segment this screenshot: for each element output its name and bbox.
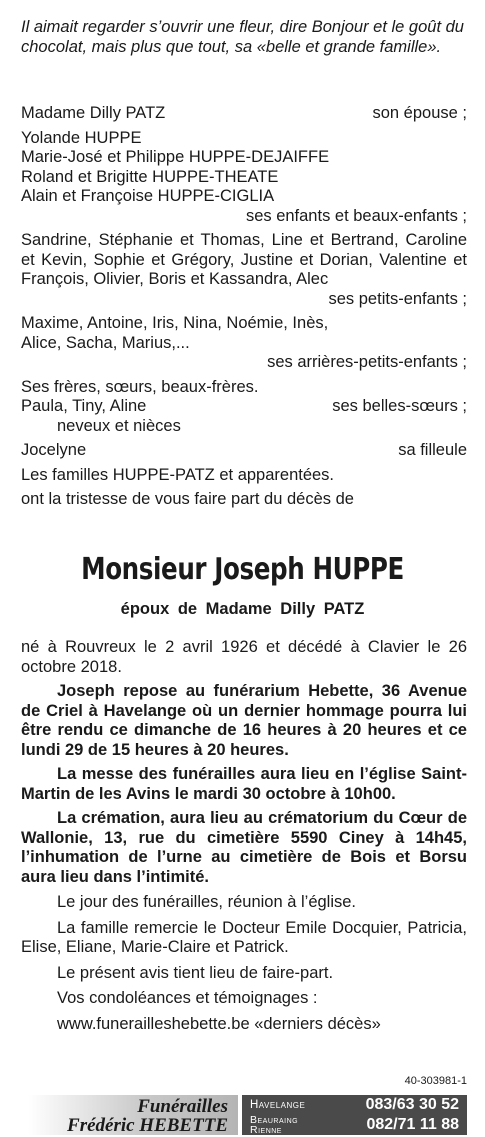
sisters-in-law-role: ses belles-sœurs ; [332,397,467,415]
birth-death-line: né à Rouvreux le 2 avril 1926 et décédé à Clavier le 26 octobre 2018. [21,638,467,676]
brand-line-2: Frédéric HEBETTE [67,1115,228,1136]
details-section [21,638,467,1034]
great-grandchildren-line-1: Maxime, Antoine, Iris, Nina, Noémie, Inès, [21,314,329,332]
children-list [21,129,467,227]
nephews-line: neveux et nièces [57,416,181,435]
visitation-paragraph: Joseph repose au funérarium Hebette, 36 Avenue de Criel à Havelange où un dernier hommage pourra lui être rendu ce dimanche de 16 heures à 20 heures et ce lundi 29 de 15 heures à 20 heures. [21,682,467,759]
reference-number: 40-303981-1 [404,1075,467,1087]
cremation-paragraph: La crémation, aura lieu au crématorium du Cœur de Wallonie, 13, rue du cimetière 5590 Ciney à 14h45, l’inhumation de l’urne au cimetière de Bois et Borsu aura lieu dans l’intimité. [21,809,467,886]
town-havelange: Havelange [250,1099,306,1111]
phone-1[interactable]: 083/63 30 52 [365,1096,459,1113]
town-beauraing-rienne [250,1115,298,1135]
deceased-name: Monsieur Joseph HUPPE [81,552,404,587]
families-line: Les familles HUPPE-PATZ et apparentées. [21,465,335,484]
child-name: Yolande HUPPE [21,128,142,147]
thanks-paragraph: La famille remercie le Docteur Emile Docquier, Patricia, Elise, Eliane, Marie-Claire et Patrick. [21,918,467,956]
contact-panel [242,1095,467,1135]
condolences-line: Vos condoléances et témoignages : [57,989,318,1007]
spouse-role: son épouse ; [372,104,467,122]
spouse-row [21,104,467,124]
website-link[interactable]: www.funerailleshebette.be «derniers décès» [57,1014,381,1033]
child-name: Alain et Françoise HUPPE-CIGLIA [21,187,275,205]
grandchildren-names: Sandrine, Stéphanie et Thomas, Line et Bertrand, Caroline et Kevin, Sophie et Grégory, Justine et Dorian, Valentine et François, Olivier, Boris et Kassandra, Alec [21,231,467,288]
child-name: Roland et Brigitte HUPPE-THEATE [21,167,279,186]
goddaughter-name: Jocelyne [21,441,87,459]
mass-paragraph: La messe des funérailles aura lieu en l’église Saint-Martin de les Avins le mardi 30 octobre à 10h00. [21,765,467,803]
children-role: ses enfants et beaux-enfants ; [245,206,467,225]
announcement-line: ont la tristesse de vous faire part du décès de [21,490,354,508]
child-name: Marie-José et Philippe HUPPE-DEJAIFFE [21,148,330,166]
funeral-home-banner [28,1095,467,1135]
meeting-line: Le jour des funérailles, réunion à l’église. [57,893,357,911]
spouse-name: Madame Dilly PATZ [21,104,166,122]
brand-line-1: Funérailles [137,1096,228,1117]
deceased-subtitle: époux de Madame Dilly PATZ [120,600,365,618]
goddaughter-role: sa filleule [398,441,467,459]
notice-line: Le présent avis tient lieu de faire-part. [57,963,334,982]
grandchildren-role: ses petits-enfants ; [328,289,467,308]
sisters-in-law-row [21,397,467,417]
siblings-line: Ses frères, sœurs, beaux-frères. [21,377,259,396]
sisters-in-law-names: Paula, Tiny, Aline [21,397,147,415]
intro-quote: Il aimait regarder s’ouvrir une fleur, dire Bonjour et le goût du chocolat, mais plus que tout, sa «belle et grande famille». [21,18,464,56]
great-grandchildren-line-2: Alice, Sacha, Marius,... [21,333,190,352]
family-list [21,104,467,510]
brand-panel [28,1095,238,1135]
phone-2[interactable]: 082/71 11 88 [366,1116,459,1133]
town-beauraing: Beauraing [250,1114,299,1126]
goddaughter-row [21,441,467,461]
town-rienne: Rienne [250,1124,282,1136]
great-grandchildren-role: ses arrières-petits-enfants ; [267,353,467,371]
